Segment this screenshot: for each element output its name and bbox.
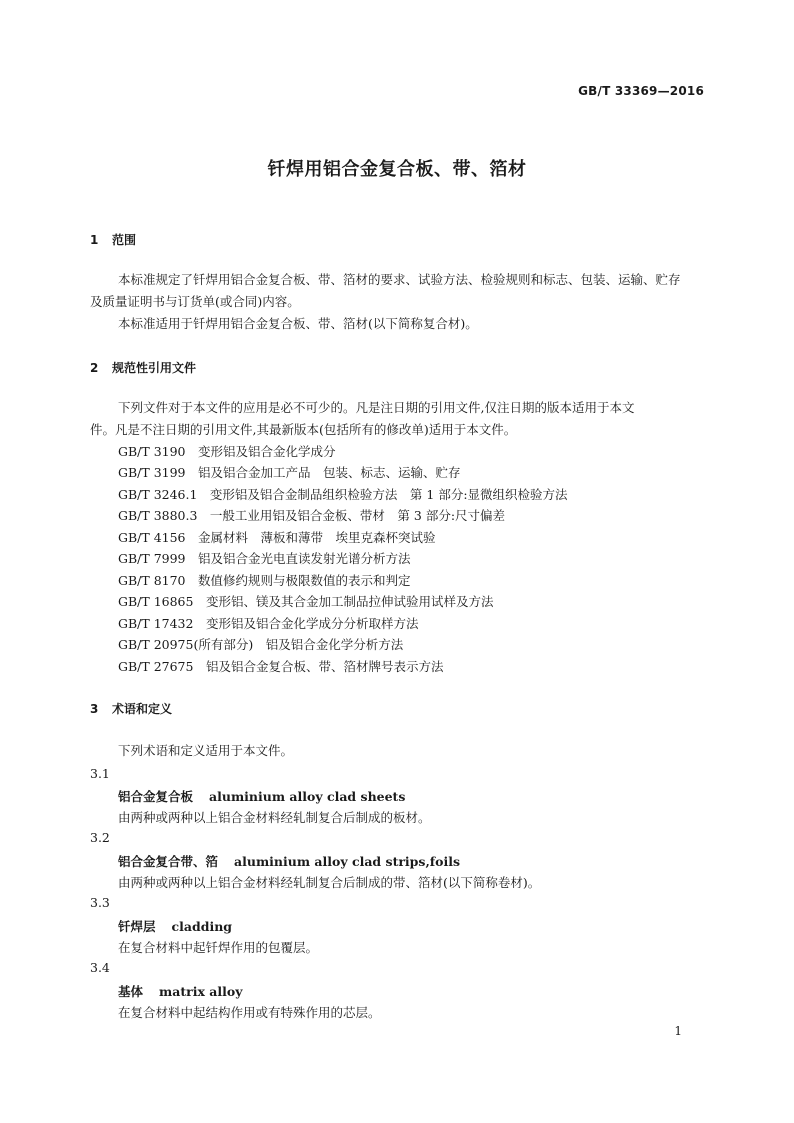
term-number: 3.2: [90, 830, 110, 845]
reference-item: GB/T 3246.1 变形铝及铝合金制品组织检验方法 第 1 部分:显微组织检验方法: [118, 487, 568, 502]
references-intro-line-2: 件。凡是不注日期的引用文件,其最新版本(包括所有的修改单)适用于本文件。: [90, 422, 517, 437]
term-number: 3.4: [90, 960, 110, 975]
term-number: 3.1: [90, 766, 110, 781]
reference-item: GB/T 20975(所有部分) 铝及铝合金化学分析方法: [118, 637, 404, 652]
section-title: 术语和定义: [112, 702, 173, 716]
term-en: aluminium alloy clad sheets: [209, 789, 406, 804]
section-2-heading: [90, 359, 196, 376]
term-heading: [118, 787, 405, 805]
term-definition: 在复合材料中起钎焊作用的包覆层。: [118, 940, 319, 955]
term-heading: [118, 852, 460, 870]
scope-para-1-line-2: 及质量证明书与订货单(或合同)内容。: [90, 294, 300, 309]
term-definition: 在复合材料中起结构作用或有特殊作用的芯层。: [118, 1005, 381, 1020]
reference-item: GB/T 4156 金属材料 薄板和薄带 埃里克森杯突试验: [118, 530, 436, 545]
scope-para-2: 本标准适用于钎焊用铝合金复合板、带、箔材(以下简称复合材)。: [118, 316, 478, 331]
term-zh: 钎焊层: [118, 919, 156, 934]
reference-item: GB/T 7999 铝及铝合金光电直读发射光谱分析方法: [118, 551, 411, 566]
reference-item: GB/T 16865 变形铝、镁及其合金加工制品拉伸试验用试样及方法: [118, 594, 494, 609]
reference-item: GB/T 3880.3 一般工业用铝及铝合金板、带材 第 3 部分:尺寸偏差: [118, 508, 506, 523]
document-title: 钎焊用铝合金复合板、带、箔材: [267, 159, 527, 180]
term-zh: 铝合金复合带、箔: [118, 854, 219, 869]
term-heading: [118, 917, 232, 935]
reference-item: GB/T 27675 铝及铝合金复合板、带、箔材牌号表示方法: [118, 659, 444, 674]
term-en: aluminium alloy clad strips,foils: [234, 854, 461, 869]
section-1-heading: [90, 231, 136, 248]
section-number: 2: [90, 361, 99, 375]
term-en: matrix alloy: [159, 984, 243, 999]
section-title: 规范性引用文件: [112, 361, 197, 375]
references-intro-line-1: 下列文件对于本文件的应用是必不可少的。凡是注日期的引用文件,仅注日期的版本适用于本文: [118, 400, 635, 415]
page-number: 1: [674, 1024, 682, 1038]
reference-item: GB/T 17432 变形铝及铝合金化学成分分析取样方法: [118, 616, 419, 631]
section-number: 1: [90, 233, 99, 247]
reference-item: GB/T 8170 数值修约规则与极限数值的表示和判定: [118, 573, 411, 588]
term-en: cladding: [171, 919, 233, 934]
reference-item: GB/T 3190 变形铝及铝合金化学成分: [118, 444, 336, 459]
terms-intro: 下列术语和定义适用于本文件。: [118, 743, 294, 758]
term-definition: 由两种或两种以上铝合金材料经轧制复合后制成的板材。: [118, 810, 431, 825]
term-heading: [118, 982, 242, 1000]
section-number: 3: [90, 702, 99, 716]
term-number: 3.3: [90, 895, 110, 910]
reference-item: GB/T 3199 铝及铝合金加工产品 包装、标志、运输、贮存: [118, 465, 461, 480]
section-title: 范围: [112, 233, 137, 247]
section-3-heading: [90, 700, 172, 717]
term-definition: 由两种或两种以上铝合金材料经轧制复合后制成的带、箔材(以下简称卷材)。: [118, 875, 541, 890]
standard-code: GB/T 33369—2016: [578, 84, 704, 98]
term-zh: 基体: [118, 984, 144, 999]
term-zh: 铝合金复合板: [118, 789, 194, 804]
scope-para-1-line-1: 本标准规定了钎焊用铝合金复合板、带、箔材的要求、试验方法、检验规则和标志、包装、运输、贮存: [118, 272, 681, 287]
